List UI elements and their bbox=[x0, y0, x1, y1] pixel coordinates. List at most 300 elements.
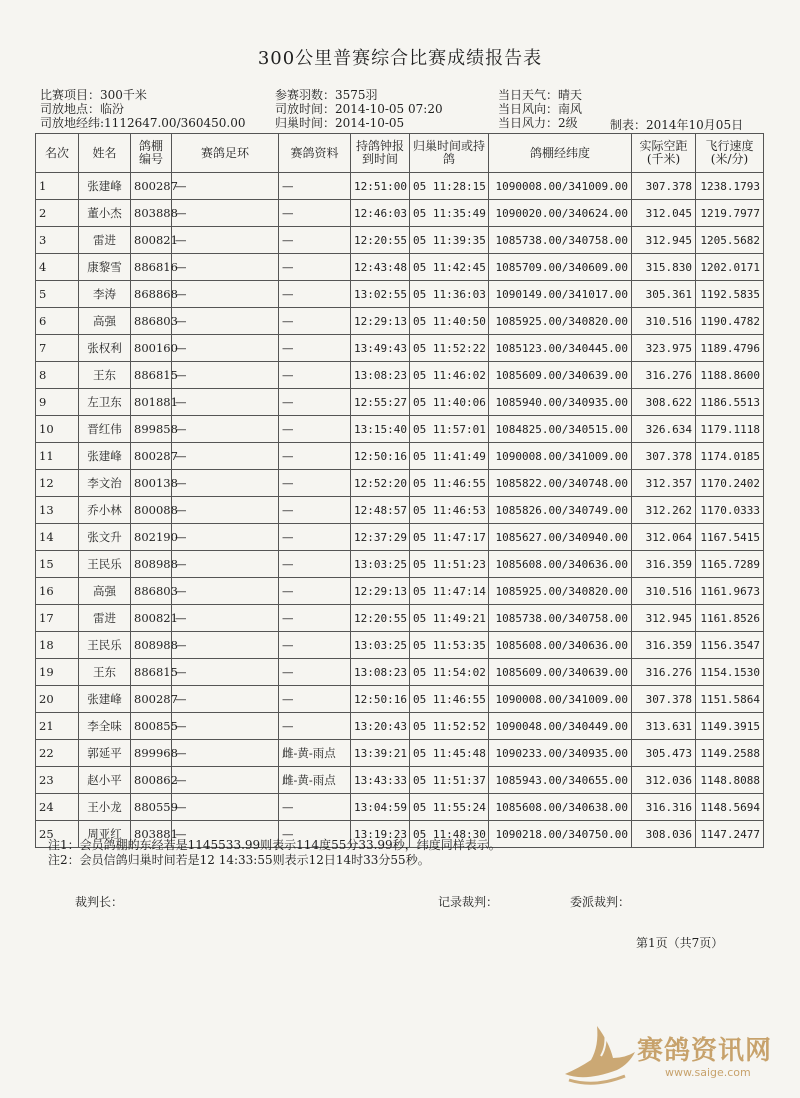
cell-loft-coords: 1085608.00/340636.00 bbox=[489, 632, 632, 659]
cell-return-time: 05 11:51:23 bbox=[410, 551, 489, 578]
cell-bird-info: — bbox=[279, 632, 351, 659]
cell-name: 周亚红 bbox=[79, 821, 131, 848]
cell-loft-coords: 1085738.00/340758.00 bbox=[489, 227, 632, 254]
cell-ring: — bbox=[172, 389, 279, 416]
cell-bird-info: — bbox=[279, 362, 351, 389]
cell-ring: — bbox=[172, 497, 279, 524]
cell-distance: 307.378 bbox=[632, 443, 696, 470]
cell-return-time: 05 11:42:45 bbox=[410, 254, 489, 281]
cell-clock-time: 12:29:13 bbox=[351, 308, 410, 335]
cell-return-time: 05 11:41:49 bbox=[410, 443, 489, 470]
weather: 当日天气：晴天 bbox=[498, 88, 583, 102]
notes bbox=[48, 838, 501, 868]
cell-clock-time: 12:51:00 bbox=[351, 173, 410, 200]
cell-rank: 3 bbox=[36, 227, 79, 254]
cell-return-time: 05 11:46:55 bbox=[410, 470, 489, 497]
cell-loft-no: 886816 bbox=[131, 254, 172, 281]
cell-loft-coords: 1085609.00/340639.00 bbox=[489, 362, 632, 389]
cell-ring: — bbox=[172, 794, 279, 821]
cell-ring: — bbox=[172, 416, 279, 443]
table-row bbox=[36, 443, 764, 470]
cell-distance: 307.378 bbox=[632, 686, 696, 713]
cell-loft-no: 800287 bbox=[131, 443, 172, 470]
cell-loft-coords: 1085609.00/340639.00 bbox=[489, 659, 632, 686]
cell-clock-time: 12:50:16 bbox=[351, 686, 410, 713]
page-number: 第1页（共7页） bbox=[636, 936, 724, 950]
results-body bbox=[36, 173, 764, 848]
cell-loft-no: 800821 bbox=[131, 227, 172, 254]
cell-speed: 1151.5864 bbox=[696, 686, 764, 713]
cell-name: 张建峰 bbox=[79, 173, 131, 200]
cell-clock-time: 12:29:13 bbox=[351, 578, 410, 605]
cell-speed: 1205.5682 bbox=[696, 227, 764, 254]
cell-distance: 307.378 bbox=[632, 173, 696, 200]
cell-bird-info: — bbox=[279, 686, 351, 713]
cell-speed: 1167.5415 bbox=[696, 524, 764, 551]
return-time: 归巢时间：2014-10-05 bbox=[275, 116, 405, 130]
table-row bbox=[36, 713, 764, 740]
cell-distance: 305.473 bbox=[632, 740, 696, 767]
cell-name: 李全味 bbox=[79, 713, 131, 740]
cell-speed: 1219.7977 bbox=[696, 200, 764, 227]
cell-speed: 1149.3915 bbox=[696, 713, 764, 740]
cell-rank: 13 bbox=[36, 497, 79, 524]
cell-distance: 316.359 bbox=[632, 632, 696, 659]
cell-distance: 313.631 bbox=[632, 713, 696, 740]
cell-ring: — bbox=[172, 686, 279, 713]
cell-distance: 308.622 bbox=[632, 389, 696, 416]
cell-loft-no: 808988 bbox=[131, 632, 172, 659]
watermark-site-url: www.saige.com bbox=[665, 1066, 751, 1079]
cell-speed: 1189.4796 bbox=[696, 335, 764, 362]
cell-distance: 326.634 bbox=[632, 416, 696, 443]
cell-name: 董小杰 bbox=[79, 200, 131, 227]
cell-return-time: 05 11:46:55 bbox=[410, 686, 489, 713]
cell-name: 高强 bbox=[79, 308, 131, 335]
cell-bird-info: — bbox=[279, 308, 351, 335]
cell-return-time: 05 11:35:49 bbox=[410, 200, 489, 227]
cell-clock-time: 13:15:40 bbox=[351, 416, 410, 443]
cell-rank: 2 bbox=[36, 200, 79, 227]
cell-loft-no: 886815 bbox=[131, 659, 172, 686]
cell-ring: — bbox=[172, 335, 279, 362]
col-bird-info: 赛鸽资料 bbox=[279, 134, 351, 173]
cell-rank: 8 bbox=[36, 362, 79, 389]
cell-clock-time: 13:03:25 bbox=[351, 551, 410, 578]
cell-ring: — bbox=[172, 713, 279, 740]
cell-loft-no: 808988 bbox=[131, 551, 172, 578]
cell-name: 张建峰 bbox=[79, 443, 131, 470]
cell-loft-coords: 1085709.00/340609.00 bbox=[489, 254, 632, 281]
cell-bird-info: — bbox=[279, 200, 351, 227]
cell-speed: 1188.8600 bbox=[696, 362, 764, 389]
cell-loft-no: 899968 bbox=[131, 740, 172, 767]
cell-name: 王东 bbox=[79, 659, 131, 686]
cell-loft-no: 800138 bbox=[131, 470, 172, 497]
table-row bbox=[36, 200, 764, 227]
cell-speed: 1149.2588 bbox=[696, 740, 764, 767]
entry-count: 参赛羽数：3575羽 bbox=[275, 88, 378, 102]
cell-clock-time: 13:02:55 bbox=[351, 281, 410, 308]
col-clock-time: 持鸽钟报到时间 bbox=[351, 134, 410, 173]
cell-loft-coords: 1085627.00/340940.00 bbox=[489, 524, 632, 551]
cell-bird-info: — bbox=[279, 605, 351, 632]
cell-return-time: 05 11:40:06 bbox=[410, 389, 489, 416]
cell-rank: 19 bbox=[36, 659, 79, 686]
cell-clock-time: 12:52:20 bbox=[351, 470, 410, 497]
cell-name: 雷进 bbox=[79, 227, 131, 254]
cell-rank: 22 bbox=[36, 740, 79, 767]
cell-name: 王小龙 bbox=[79, 794, 131, 821]
cell-bird-info: — bbox=[279, 281, 351, 308]
cell-clock-time: 13:39:21 bbox=[351, 740, 410, 767]
table-row bbox=[36, 173, 764, 200]
cell-name: 晋红伟 bbox=[79, 416, 131, 443]
table-row bbox=[36, 416, 764, 443]
cell-loft-no: 802190 bbox=[131, 524, 172, 551]
cell-bird-info: — bbox=[279, 335, 351, 362]
cell-return-time: 05 11:36:03 bbox=[410, 281, 489, 308]
cell-loft-no: 880559 bbox=[131, 794, 172, 821]
table-row bbox=[36, 227, 764, 254]
cell-ring: — bbox=[172, 632, 279, 659]
cell-speed: 1170.0333 bbox=[696, 497, 764, 524]
cell-loft-coords: 1090008.00/341009.00 bbox=[489, 443, 632, 470]
col-name: 姓名 bbox=[79, 134, 131, 173]
cell-clock-time: 13:08:23 bbox=[351, 362, 410, 389]
cell-distance: 323.975 bbox=[632, 335, 696, 362]
col-return-time: 归巢时间或持鸽 bbox=[410, 134, 489, 173]
cell-bird-info: — bbox=[279, 713, 351, 740]
cell-rank: 1 bbox=[36, 173, 79, 200]
table-row bbox=[36, 497, 764, 524]
wind-force: 当日风力：2级 bbox=[498, 116, 578, 130]
cell-distance: 316.316 bbox=[632, 794, 696, 821]
table-row bbox=[36, 659, 764, 686]
cell-speed: 1147.2477 bbox=[696, 821, 764, 848]
wind-direction: 当日风向：南风 bbox=[498, 102, 583, 116]
cell-distance: 305.361 bbox=[632, 281, 696, 308]
cell-return-time: 05 11:48:30 bbox=[410, 821, 489, 848]
table-row bbox=[36, 551, 764, 578]
cell-speed: 1192.5835 bbox=[696, 281, 764, 308]
cell-speed: 1174.0185 bbox=[696, 443, 764, 470]
table-row bbox=[36, 308, 764, 335]
cell-distance: 308.036 bbox=[632, 821, 696, 848]
cell-clock-time: 12:46:03 bbox=[351, 200, 410, 227]
cell-loft-no: 886815 bbox=[131, 362, 172, 389]
cell-loft-no: 800821 bbox=[131, 605, 172, 632]
cell-speed: 1179.1118 bbox=[696, 416, 764, 443]
cell-name: 张文升 bbox=[79, 524, 131, 551]
cell-distance: 310.516 bbox=[632, 578, 696, 605]
cell-return-time: 05 11:47:14 bbox=[410, 578, 489, 605]
cell-speed: 1148.8088 bbox=[696, 767, 764, 794]
cell-return-time: 05 11:46:53 bbox=[410, 497, 489, 524]
chief-referee-signature: 裁判长： bbox=[75, 895, 124, 909]
release-time: 司放时间：2014-10-05 07:20 bbox=[275, 102, 443, 116]
table-row bbox=[36, 767, 764, 794]
race-item: 比赛项目：300千米 bbox=[40, 88, 147, 102]
cell-distance: 312.036 bbox=[632, 767, 696, 794]
cell-return-time: 05 11:46:02 bbox=[410, 362, 489, 389]
cell-rank: 10 bbox=[36, 416, 79, 443]
cell-speed: 1156.3547 bbox=[696, 632, 764, 659]
cell-ring: — bbox=[172, 281, 279, 308]
meta-right bbox=[498, 88, 582, 130]
cell-bird-info: — bbox=[279, 227, 351, 254]
cell-rank: 14 bbox=[36, 524, 79, 551]
cell-ring: — bbox=[172, 254, 279, 281]
cell-name: 高强 bbox=[79, 578, 131, 605]
cell-loft-coords: 1090008.00/341009.00 bbox=[489, 686, 632, 713]
cell-loft-coords: 1090233.00/340935.00 bbox=[489, 740, 632, 767]
table-row bbox=[36, 335, 764, 362]
meta-left bbox=[40, 88, 246, 130]
cell-loft-no: 868868 bbox=[131, 281, 172, 308]
cell-loft-coords: 1085123.00/340445.00 bbox=[489, 335, 632, 362]
cell-clock-time: 12:20:55 bbox=[351, 227, 410, 254]
cell-loft-coords: 1085943.00/340655.00 bbox=[489, 767, 632, 794]
table-row bbox=[36, 686, 764, 713]
cell-return-time: 05 11:54:02 bbox=[410, 659, 489, 686]
cell-clock-time: 12:20:55 bbox=[351, 605, 410, 632]
cell-loft-coords: 1085826.00/340749.00 bbox=[489, 497, 632, 524]
cell-loft-coords: 1090020.00/340624.00 bbox=[489, 200, 632, 227]
cell-loft-no: 800855 bbox=[131, 713, 172, 740]
cell-loft-coords: 1085925.00/340820.00 bbox=[489, 578, 632, 605]
cell-clock-time: 13:43:33 bbox=[351, 767, 410, 794]
cell-distance: 312.262 bbox=[632, 497, 696, 524]
cell-name: 郭延平 bbox=[79, 740, 131, 767]
cell-clock-time: 13:03:25 bbox=[351, 632, 410, 659]
table-row bbox=[36, 632, 764, 659]
cell-clock-time: 13:49:43 bbox=[351, 335, 410, 362]
cell-ring: — bbox=[172, 308, 279, 335]
cell-rank: 15 bbox=[36, 551, 79, 578]
cell-loft-no: 800287 bbox=[131, 686, 172, 713]
cell-speed: 1238.1793 bbox=[696, 173, 764, 200]
cell-loft-coords: 1085608.00/340638.00 bbox=[489, 794, 632, 821]
cell-return-time: 05 11:51:37 bbox=[410, 767, 489, 794]
table-header-row bbox=[36, 134, 764, 173]
cell-return-time: 05 11:49:21 bbox=[410, 605, 489, 632]
cell-loft-no: 800088 bbox=[131, 497, 172, 524]
cell-return-time: 05 11:39:35 bbox=[410, 227, 489, 254]
cell-clock-time: 12:55:27 bbox=[351, 389, 410, 416]
cell-rank: 20 bbox=[36, 686, 79, 713]
cell-name: 李文治 bbox=[79, 470, 131, 497]
col-loft-coords: 鸽棚经纬度 bbox=[489, 134, 632, 173]
cell-bird-info: — bbox=[279, 416, 351, 443]
cell-speed: 1154.1530 bbox=[696, 659, 764, 686]
cell-ring: — bbox=[172, 767, 279, 794]
note-1: 注1：会员鸽棚的东经若是1145533.99则表示114度55分33.99秒，纬度同样表示。 bbox=[48, 838, 501, 852]
cell-speed: 1170.2402 bbox=[696, 470, 764, 497]
cell-ring: — bbox=[172, 659, 279, 686]
cell-loft-coords: 1085822.00/340748.00 bbox=[489, 470, 632, 497]
cell-rank: 7 bbox=[36, 335, 79, 362]
cell-bird-info: — bbox=[279, 659, 351, 686]
cell-name: 张建峰 bbox=[79, 686, 131, 713]
cell-clock-time: 12:37:29 bbox=[351, 524, 410, 551]
cell-return-time: 05 11:53:35 bbox=[410, 632, 489, 659]
cell-rank: 25 bbox=[36, 821, 79, 848]
cell-clock-time: 13:04:59 bbox=[351, 794, 410, 821]
cell-loft-no: 800862 bbox=[131, 767, 172, 794]
cell-loft-coords: 1085925.00/340820.00 bbox=[489, 308, 632, 335]
cell-ring: — bbox=[172, 443, 279, 470]
cell-clock-time: 12:48:57 bbox=[351, 497, 410, 524]
cell-return-time: 05 11:45:48 bbox=[410, 740, 489, 767]
meta-middle bbox=[275, 88, 443, 130]
cell-loft-coords: 1084825.00/340515.00 bbox=[489, 416, 632, 443]
table-row bbox=[36, 605, 764, 632]
table-row bbox=[36, 281, 764, 308]
col-speed: 飞行速度(米/分) bbox=[696, 134, 764, 173]
col-loft-no: 鸽棚编号 bbox=[131, 134, 172, 173]
cell-return-time: 05 11:52:52 bbox=[410, 713, 489, 740]
cell-name: 王民乐 bbox=[79, 632, 131, 659]
cell-ring: — bbox=[172, 524, 279, 551]
cell-speed: 1148.5694 bbox=[696, 794, 764, 821]
cell-name: 王东 bbox=[79, 362, 131, 389]
cell-rank: 24 bbox=[36, 794, 79, 821]
cell-distance: 316.276 bbox=[632, 362, 696, 389]
cell-rank: 21 bbox=[36, 713, 79, 740]
cell-bird-info: — bbox=[279, 443, 351, 470]
cell-name: 李涛 bbox=[79, 281, 131, 308]
cell-name: 康黎雪 bbox=[79, 254, 131, 281]
cell-loft-no: 899858 bbox=[131, 416, 172, 443]
release-place: 司放地点：临汾 bbox=[40, 102, 125, 116]
cell-return-time: 05 11:47:17 bbox=[410, 524, 489, 551]
cell-loft-no: 803888 bbox=[131, 200, 172, 227]
record-referee-signature: 记录裁判： bbox=[438, 895, 499, 909]
cell-speed: 1165.7289 bbox=[696, 551, 764, 578]
cell-distance: 316.359 bbox=[632, 551, 696, 578]
col-distance: 实际空距(千米) bbox=[632, 134, 696, 173]
cell-rank: 18 bbox=[36, 632, 79, 659]
cell-rank: 4 bbox=[36, 254, 79, 281]
cell-bird-info: — bbox=[279, 389, 351, 416]
table-row bbox=[36, 578, 764, 605]
table-row bbox=[36, 740, 764, 767]
cell-rank: 23 bbox=[36, 767, 79, 794]
cell-loft-coords: 1085940.00/340935.00 bbox=[489, 389, 632, 416]
cell-loft-no: 800287 bbox=[131, 173, 172, 200]
cell-loft-coords: 1090048.00/340449.00 bbox=[489, 713, 632, 740]
cell-loft-coords: 1090218.00/340750.00 bbox=[489, 821, 632, 848]
cell-bird-info: — bbox=[279, 578, 351, 605]
table-row bbox=[36, 389, 764, 416]
table-row bbox=[36, 470, 764, 497]
cell-bird-info: — bbox=[279, 524, 351, 551]
cell-name: 雷进 bbox=[79, 605, 131, 632]
cell-ring: — bbox=[172, 740, 279, 767]
results-table bbox=[35, 133, 764, 848]
cell-ring: — bbox=[172, 362, 279, 389]
cell-loft-no: 800160 bbox=[131, 335, 172, 362]
cell-rank: 12 bbox=[36, 470, 79, 497]
cell-bird-info: 雌-黄-雨点 bbox=[279, 740, 351, 767]
cell-loft-no: 886803 bbox=[131, 578, 172, 605]
cell-distance: 315.830 bbox=[632, 254, 696, 281]
cell-ring: — bbox=[172, 200, 279, 227]
cell-loft-no: 886803 bbox=[131, 308, 172, 335]
col-rank: 名次 bbox=[36, 134, 79, 173]
cell-loft-coords: 1085608.00/340636.00 bbox=[489, 551, 632, 578]
cell-return-time: 05 11:55:24 bbox=[410, 794, 489, 821]
cell-rank: 6 bbox=[36, 308, 79, 335]
cell-loft-coords: 1090008.00/341009.00 bbox=[489, 173, 632, 200]
cell-clock-time: 13:08:23 bbox=[351, 659, 410, 686]
watermark bbox=[555, 1012, 785, 1092]
cell-speed: 1186.5513 bbox=[696, 389, 764, 416]
cell-distance: 310.516 bbox=[632, 308, 696, 335]
cell-ring: — bbox=[172, 821, 279, 848]
cell-loft-no: 801881 bbox=[131, 389, 172, 416]
cell-bird-info: — bbox=[279, 254, 351, 281]
cell-speed: 1202.0171 bbox=[696, 254, 764, 281]
cell-bird-info: — bbox=[279, 794, 351, 821]
table-row bbox=[36, 524, 764, 551]
cell-bird-info: — bbox=[279, 551, 351, 578]
report-title: 300公里普赛综合比赛成绩报告表 bbox=[257, 48, 543, 69]
cell-return-time: 05 11:40:50 bbox=[410, 308, 489, 335]
cell-clock-time: 12:50:16 bbox=[351, 443, 410, 470]
cell-distance: 312.064 bbox=[632, 524, 696, 551]
cell-bird-info: — bbox=[279, 821, 351, 848]
cell-rank: 9 bbox=[36, 389, 79, 416]
appointed-referee-signature: 委派裁判： bbox=[570, 895, 631, 909]
cell-rank: 11 bbox=[36, 443, 79, 470]
cell-distance: 312.945 bbox=[632, 605, 696, 632]
table-row bbox=[36, 794, 764, 821]
col-ring: 赛鸽足环 bbox=[172, 134, 279, 173]
cell-speed: 1161.8526 bbox=[696, 605, 764, 632]
watermark-site-name: 赛鸽资讯网 bbox=[637, 1036, 773, 1066]
cell-speed: 1190.4782 bbox=[696, 308, 764, 335]
cell-return-time: 05 11:57:01 bbox=[410, 416, 489, 443]
cell-ring: — bbox=[172, 227, 279, 254]
cell-distance: 312.357 bbox=[632, 470, 696, 497]
cell-distance: 312.945 bbox=[632, 227, 696, 254]
cell-clock-time: 12:43:48 bbox=[351, 254, 410, 281]
cell-bird-info: 雌-黄-雨点 bbox=[279, 767, 351, 794]
cell-name: 乔小林 bbox=[79, 497, 131, 524]
cell-loft-coords: 1085738.00/340758.00 bbox=[489, 605, 632, 632]
cell-clock-time: 13:20:43 bbox=[351, 713, 410, 740]
cell-clock-time: 13:19:23 bbox=[351, 821, 410, 848]
cell-name: 王民乐 bbox=[79, 551, 131, 578]
made-date: 制表：2014年10月05日 bbox=[610, 118, 744, 132]
cell-loft-coords: 1090149.00/341017.00 bbox=[489, 281, 632, 308]
cell-return-time: 05 11:52:22 bbox=[410, 335, 489, 362]
cell-rank: 17 bbox=[36, 605, 79, 632]
cell-bird-info: — bbox=[279, 173, 351, 200]
note-2: 注2：会员信鸽归巢时间若是12 14:33:55则表示12日14时33分55秒。 bbox=[48, 853, 430, 867]
cell-rank: 5 bbox=[36, 281, 79, 308]
cell-ring: — bbox=[172, 605, 279, 632]
cell-ring: — bbox=[172, 470, 279, 497]
cell-loft-no: 803881 bbox=[131, 821, 172, 848]
cell-rank: 16 bbox=[36, 578, 79, 605]
cell-name: 张权利 bbox=[79, 335, 131, 362]
table-row bbox=[36, 254, 764, 281]
cell-return-time: 05 11:28:15 bbox=[410, 173, 489, 200]
cell-ring: — bbox=[172, 578, 279, 605]
